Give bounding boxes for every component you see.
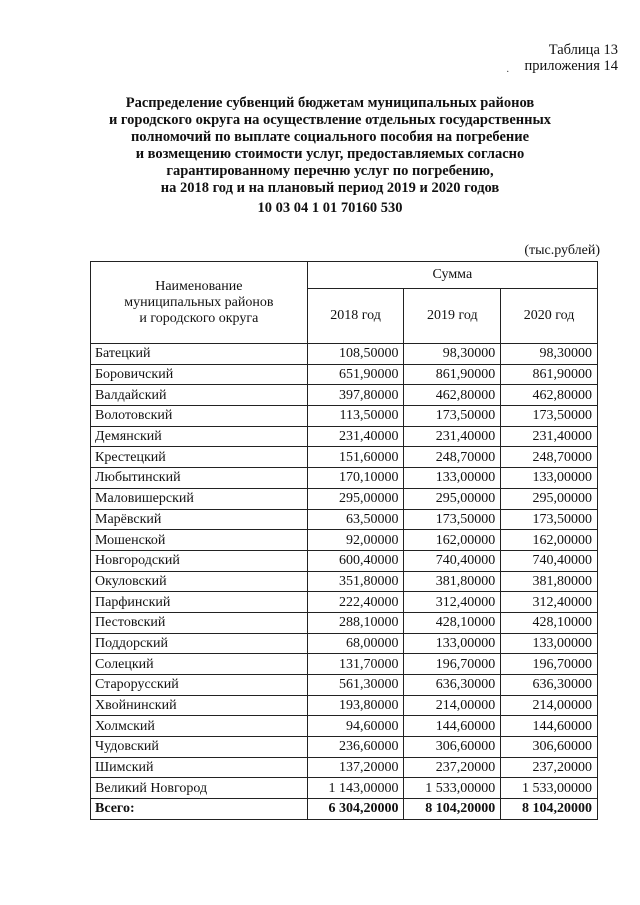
value-2019-cell: 98,30000 [404, 344, 501, 365]
value-2018-cell: 600,40000 [307, 550, 404, 571]
value-2020-cell: 133,00000 [501, 468, 598, 489]
value-2020-cell: 861,90000 [501, 364, 598, 385]
header-year-2019: 2019 год [404, 289, 501, 344]
municipality-name-cell: Марёвский [91, 509, 308, 530]
units-label: (тыс.рублей) [524, 243, 600, 258]
value-2018-cell: 113,50000 [307, 406, 404, 427]
value-2018-cell: 288,10000 [307, 612, 404, 633]
municipality-name-cell: Пестовский [91, 612, 308, 633]
value-2018-cell: 351,80000 [307, 571, 404, 592]
municipality-name-cell: Шимский [91, 757, 308, 778]
municipality-name-cell: Чудовский [91, 737, 308, 758]
value-2018-cell: 222,40000 [307, 592, 404, 613]
value-2019-cell: 144,60000 [404, 716, 501, 737]
value-2020-cell: 237,20000 [501, 757, 598, 778]
header-line: Наименование [155, 278, 243, 294]
value-2018-cell: 397,80000 [307, 385, 404, 406]
header-municipality-name [91, 262, 308, 344]
value-2020-cell: 1 533,00000 [501, 778, 598, 799]
value-2020-cell: 231,40000 [501, 426, 598, 447]
municipality-name-cell: Солецкий [91, 654, 308, 675]
value-2019-cell: 173,50000 [404, 406, 501, 427]
title-line: полномочий по выплате социального пособия на погребение [130, 129, 530, 145]
budget-classification-code: 10 03 04 1 01 70160 530 [257, 200, 403, 216]
table-row [91, 695, 598, 716]
municipality-name-cell: Любытинский [91, 468, 308, 489]
value-2019-cell: 173,50000 [404, 509, 501, 530]
value-2020-cell: 144,60000 [501, 716, 598, 737]
total-row [91, 799, 598, 820]
header-line: муниципальных районов [124, 294, 274, 310]
value-2020-cell: 162,00000 [501, 530, 598, 551]
title-line: и городского округа на осуществление отдельных государственных [108, 112, 552, 128]
table-row [91, 509, 598, 530]
scan-speck: . [506, 64, 510, 75]
table-row [91, 426, 598, 447]
municipality-name-cell: Демянский [91, 426, 308, 447]
value-2019-cell: 162,00000 [404, 530, 501, 551]
municipality-name-cell: Крестецкий [91, 447, 308, 468]
municipality-name-cell: Поддорский [91, 633, 308, 654]
municipality-name-cell: Волотовский [91, 406, 308, 427]
table-row [91, 633, 598, 654]
table-row [91, 468, 598, 489]
value-2018-cell: 6 304,20000 [307, 799, 404, 820]
value-2020-cell: 740,40000 [501, 550, 598, 571]
value-2019-cell: 312,40000 [404, 592, 501, 613]
value-2020-cell: 636,30000 [501, 675, 598, 696]
value-2018-cell: 108,50000 [307, 344, 404, 365]
table-row [91, 592, 598, 613]
municipality-name-cell: Великий Новгород [91, 778, 308, 799]
municipality-name-cell: Мошенской [91, 530, 308, 551]
value-2018-cell: 236,60000 [307, 737, 404, 758]
value-2019-cell: 306,60000 [404, 737, 501, 758]
table-row [91, 406, 598, 427]
title-line: на 2018 год и на плановый период 2019 и 2020 годов [160, 180, 500, 196]
municipality-name-cell: Окуловский [91, 571, 308, 592]
document-title [60, 95, 600, 197]
value-2020-cell: 428,10000 [501, 612, 598, 633]
value-2019-cell: 381,80000 [404, 571, 501, 592]
municipality-name-cell: Всего: [91, 799, 308, 820]
value-2018-cell: 651,90000 [307, 364, 404, 385]
table-row [91, 571, 598, 592]
value-2019-cell: 196,70000 [404, 654, 501, 675]
value-2018-cell: 63,50000 [307, 509, 404, 530]
municipality-name-cell: Новгородский [91, 550, 308, 571]
table-row [91, 447, 598, 468]
value-2018-cell: 68,00000 [307, 633, 404, 654]
table-row [91, 488, 598, 509]
municipality-name-cell: Валдайский [91, 385, 308, 406]
value-2020-cell: 312,40000 [501, 592, 598, 613]
table-row [91, 778, 598, 799]
value-2019-cell: 237,20000 [404, 757, 501, 778]
value-2020-cell: 98,30000 [501, 344, 598, 365]
value-2020-cell: 462,80000 [501, 385, 598, 406]
table-row [91, 364, 598, 385]
value-2018-cell: 231,40000 [307, 426, 404, 447]
table-number-label: Таблица 13 [548, 42, 618, 58]
value-2018-cell: 295,00000 [307, 488, 404, 509]
value-2019-cell: 214,00000 [404, 695, 501, 716]
value-2020-cell: 196,70000 [501, 654, 598, 675]
value-2018-cell: 151,60000 [307, 447, 404, 468]
value-2020-cell: 133,00000 [501, 633, 598, 654]
municipality-name-cell: Старорусский [91, 675, 308, 696]
value-2018-cell: 92,00000 [307, 530, 404, 551]
table-row [91, 757, 598, 778]
value-2019-cell: 133,00000 [404, 468, 501, 489]
value-2019-cell: 428,10000 [404, 612, 501, 633]
appendix-number-label: приложения 14 [524, 58, 618, 74]
table-row [91, 737, 598, 758]
table-row [91, 550, 598, 571]
annex-reference [506, 42, 618, 75]
value-2020-cell: 8 104,20000 [501, 799, 598, 820]
title-line: гарантированному перечню услуг по погребению, [166, 163, 494, 179]
table-row [91, 612, 598, 633]
table-row [91, 344, 598, 365]
value-2019-cell: 1 533,00000 [404, 778, 501, 799]
value-2019-cell: 133,00000 [404, 633, 501, 654]
table-row [91, 675, 598, 696]
header-year-2018: 2018 год [307, 289, 404, 344]
value-2020-cell: 306,60000 [501, 737, 598, 758]
value-2019-cell: 231,40000 [404, 426, 501, 447]
value-2019-cell: 861,90000 [404, 364, 501, 385]
value-2020-cell: 295,00000 [501, 488, 598, 509]
header-sum: Сумма [307, 262, 597, 289]
value-2019-cell: 8 104,20000 [404, 799, 501, 820]
value-2019-cell: 248,70000 [404, 447, 501, 468]
municipality-name-cell: Хвойнинский [91, 695, 308, 716]
municipality-name-cell: Боровичский [91, 364, 308, 385]
value-2019-cell: 636,30000 [404, 675, 501, 696]
value-2018-cell: 170,10000 [307, 468, 404, 489]
value-2018-cell: 561,30000 [307, 675, 404, 696]
table-row [91, 530, 598, 551]
value-2018-cell: 137,20000 [307, 757, 404, 778]
value-2020-cell: 173,50000 [501, 509, 598, 530]
municipality-name-cell: Парфинский [91, 592, 308, 613]
value-2020-cell: 248,70000 [501, 447, 598, 468]
value-2019-cell: 295,00000 [404, 488, 501, 509]
header-line: и городского округа [139, 310, 259, 326]
value-2020-cell: 214,00000 [501, 695, 598, 716]
table-row [91, 716, 598, 737]
value-2020-cell: 381,80000 [501, 571, 598, 592]
value-2019-cell: 462,80000 [404, 385, 501, 406]
value-2019-cell: 740,40000 [404, 550, 501, 571]
value-2018-cell: 94,60000 [307, 716, 404, 737]
title-line: Распределение субвенций бюджетам муниципальных районов [125, 95, 535, 111]
subvention-table [90, 261, 598, 820]
table-row [91, 654, 598, 675]
value-2018-cell: 131,70000 [307, 654, 404, 675]
value-2018-cell: 1 143,00000 [307, 778, 404, 799]
value-2018-cell: 193,80000 [307, 695, 404, 716]
municipality-name-cell: Маловишерский [91, 488, 308, 509]
municipality-name-cell: Батецкий [91, 344, 308, 365]
table-row [91, 385, 598, 406]
value-2020-cell: 173,50000 [501, 406, 598, 427]
title-line: и возмещению стоимости услуг, предоставляемых согласно [135, 146, 525, 162]
header-year-2020: 2020 год [501, 289, 598, 344]
municipality-name-cell: Холмский [91, 716, 308, 737]
